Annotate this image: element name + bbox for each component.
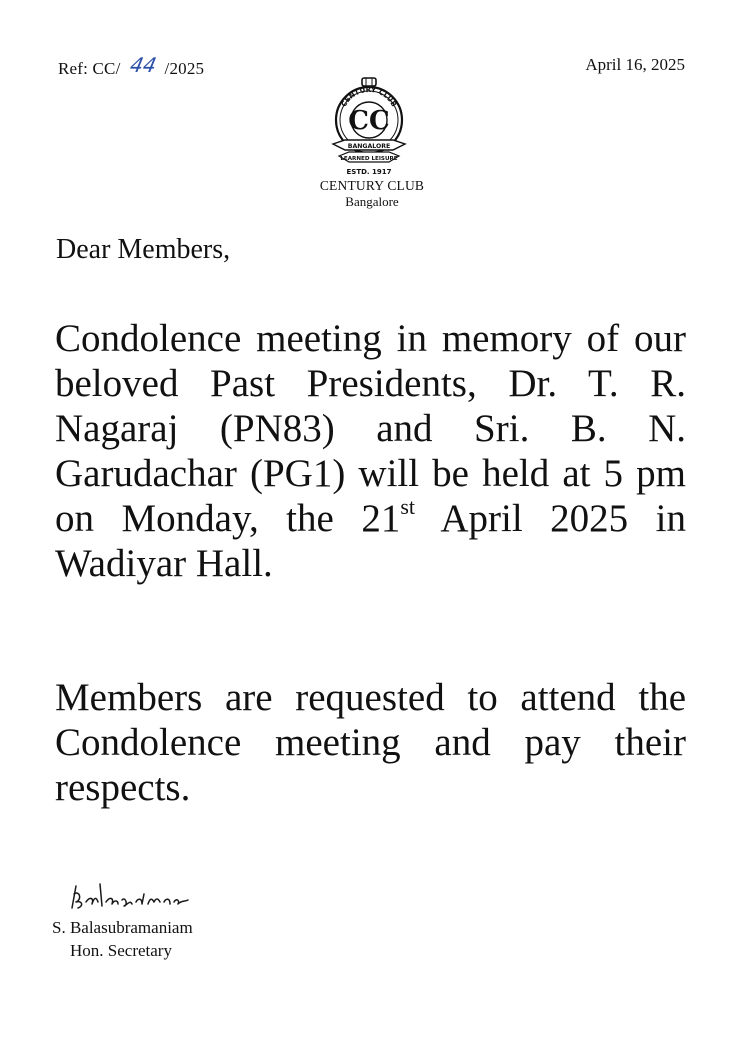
salutation: Dear Members, bbox=[56, 234, 231, 265]
club-seal-icon bbox=[329, 76, 409, 180]
announcement-text: Condolence meeting in memory of our beloved Past Presidents, Dr. T. R. Nagaraj (PN83) and Sri. B. N. Garudachar (PG1) will be held at 5 pm on Monday, the 21 bbox=[55, 317, 686, 540]
ref-handwritten-number: 44 bbox=[127, 53, 159, 77]
signatory-title: Hon. Secretary bbox=[70, 941, 172, 960]
reference-number bbox=[58, 55, 204, 79]
ref-prefix: Ref: CC/ bbox=[58, 59, 121, 78]
club-city: Bangalore bbox=[345, 194, 399, 209]
letter-date: April 16, 2025 bbox=[585, 55, 685, 74]
seal-motto: LEARNED LEISURE bbox=[340, 156, 398, 162]
seal-monogram: CC bbox=[348, 106, 390, 136]
request-paragraph: Members are requested to attend the Condolence meeting and pay their respects. bbox=[55, 676, 686, 809]
announcement-text-end: April 2025 in Wadiyar Hall. bbox=[55, 497, 686, 585]
seal-city-text: BANGALORE bbox=[347, 143, 391, 150]
seal-top-text: CENTURY CLUB bbox=[339, 85, 399, 109]
signature-icon bbox=[66, 878, 196, 918]
svg-text:CENTURY CLUB bbox=[340, 86, 398, 108]
date-ordinal-suffix: st bbox=[400, 494, 416, 519]
club-seal-logo bbox=[319, 76, 419, 180]
handwritten-signature bbox=[66, 878, 196, 923]
seal-estd: ESTD. 1917 bbox=[346, 168, 392, 176]
announcement-paragraph bbox=[55, 316, 686, 586]
signatory-name: S. Balasubramaniam bbox=[52, 918, 193, 937]
ref-suffix: /2025 bbox=[164, 59, 205, 78]
club-name: CENTURY CLUB bbox=[319, 178, 425, 193]
